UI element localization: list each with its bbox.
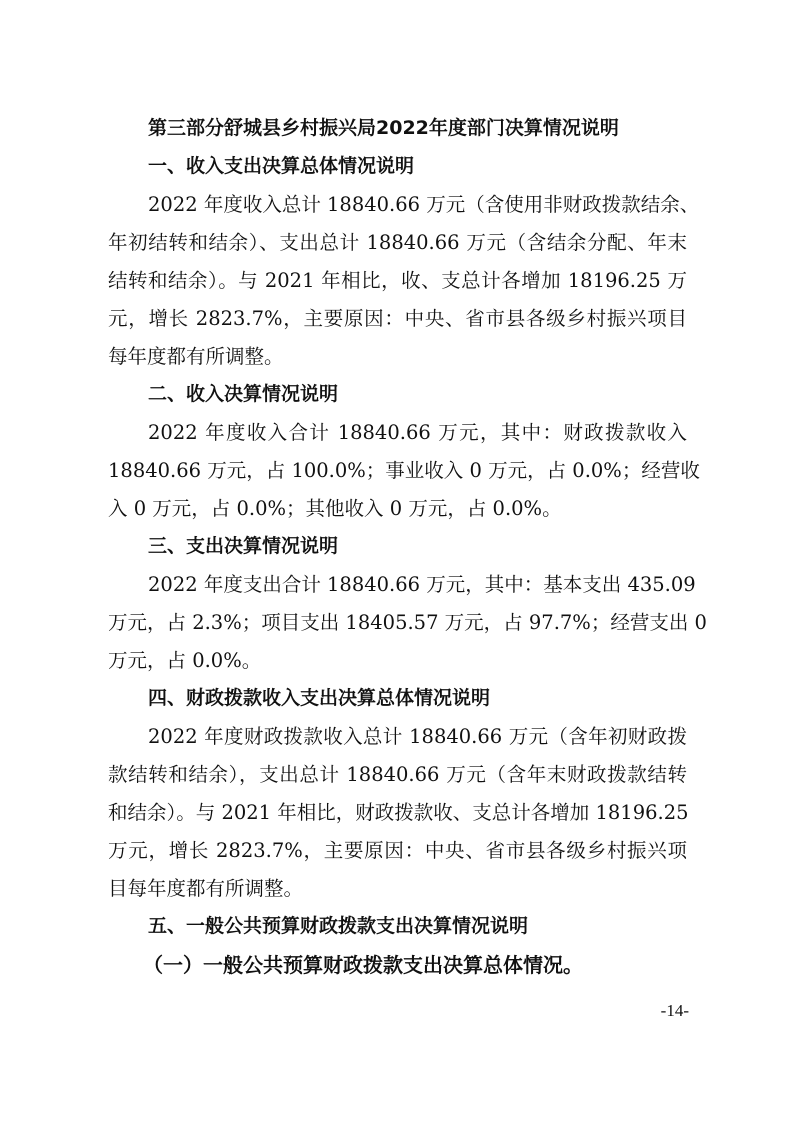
- section-heading-5: 五、一般公共预算财政拨款支出决算情况说明: [148, 915, 529, 937]
- paragraph-line: 万元，占 0.0%。: [108, 649, 262, 672]
- section-heading-3: 三、支出决算情况说明: [148, 535, 339, 557]
- subsection-heading: （一）一般公共预算财政拨款支出决算总体情况。: [143, 953, 583, 977]
- paragraph-line: 2022 年度支出合计 18840.66 万元，其中：基本支出 435.09: [148, 573, 696, 596]
- page-number: -14-: [660, 1001, 689, 1020]
- document-title: 第三部分舒城县乡村振兴局2022年度部门决算情况说明: [148, 117, 619, 139]
- paragraph-line: 万元，占 2.3%；项目支出 18405.57 万元，占 97.7%；经营支出 0: [108, 611, 707, 634]
- section-heading-4: 四、财政拨款收入支出决算总体情况说明: [148, 687, 491, 709]
- paragraph-line: 万元，增长 2823.7%，主要原因：中央、省市县各级乡村振兴项: [108, 839, 687, 862]
- paragraph-line: 2022 年度收入合计 18840.66 万元，其中：财政拨款收入: [148, 421, 687, 444]
- paragraph-line: 元，增长 2823.7%，主要原因：中央、省市县各级乡村振兴项目: [108, 307, 687, 330]
- paragraph-line: 和结余）。与 2021 年相比，财政拨款收、支总计各增加 18196.25: [108, 801, 689, 824]
- paragraph-line: 每年度都有所调整。: [108, 345, 284, 368]
- paragraph-line: 入 0 万元，占 0.0%；其他收入 0 万元，占 0.0%。: [108, 497, 562, 520]
- paragraph-line: 年初结转和结余）、支出总计 18840.66 万元（含结余分配、年末: [108, 231, 687, 254]
- section-heading-1: 一、收入支出决算总体情况说明: [148, 155, 415, 177]
- paragraph-line: 目每年度都有所调整。: [108, 877, 304, 900]
- paragraph-line: 结转和结余）。与 2021 年相比，收、支总计各增加 18196.25 万: [108, 269, 687, 292]
- section-heading-2: 二、收入决算情况说明: [148, 383, 339, 405]
- paragraph-line: 款结转和结余），支出总计 18840.66 万元（含年末财政拨款结转: [108, 763, 687, 786]
- paragraph-line: 2022 年度收入总计 18840.66 万元（含使用非财政拨款结余、: [148, 193, 700, 216]
- paragraph-line: 2022 年度财政拨款收入总计 18840.66 万元（含年初财政拨: [148, 725, 687, 748]
- paragraph-line: 18840.66 万元，占 100.0%；事业收入 0 万元，占 0.0%；经营收: [108, 459, 700, 482]
